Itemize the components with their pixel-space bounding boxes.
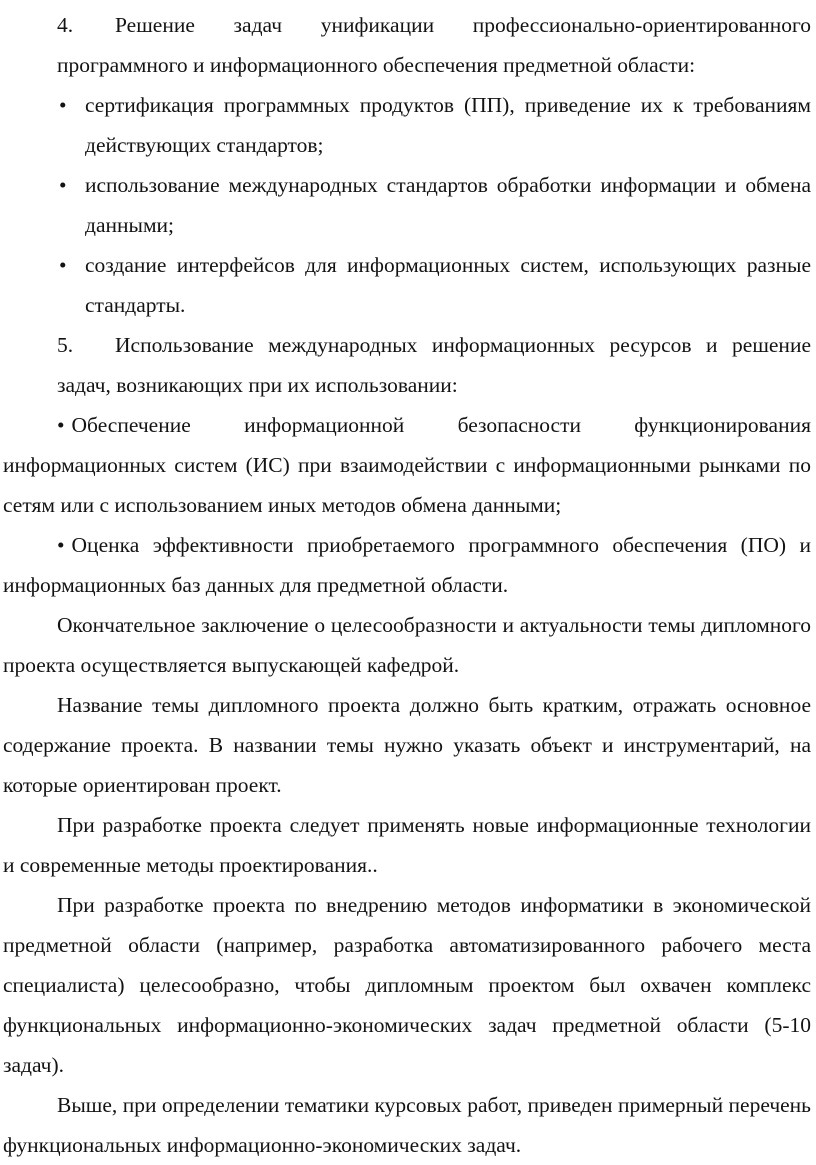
paragraph-text: Название темы дипломного проекта должно быть кратким, отражать основное содержание проекта. В названии темы нужно указать объект и инструментарий, на которые ориентирован проект. bbox=[3, 693, 811, 797]
bullet-paragraph bbox=[3, 405, 811, 525]
bullet-icon: • bbox=[59, 253, 67, 277]
bullet-icon: • bbox=[57, 533, 65, 557]
bullet-icon: • bbox=[59, 93, 67, 117]
bullet-paragraph bbox=[3, 525, 811, 605]
bullet-icon: • bbox=[57, 413, 65, 437]
list-number: 5. bbox=[57, 333, 74, 357]
paragraph-text: При разработке проекта следует применять новые информационные технологии и современные методы проектирования.. bbox=[3, 813, 811, 877]
paragraph-text: При разработке проекта по внедрению методов информатики в экономической предметной области (например, разработка автоматизированного рабочего места специалиста) целесообразно, чтобы дипломным проектом был охвачен комплекс функциональных информационно-экономических задач предметной области (5-10 задач). bbox=[3, 893, 811, 1077]
bullet-list-item bbox=[3, 85, 811, 165]
paragraph-text: Окончательное заключение о целесообразности и актуальности темы дипломного проекта осуществляется выпускающей кафедрой. bbox=[3, 613, 811, 677]
bullet-icon: • bbox=[59, 173, 67, 197]
list-number: 4. bbox=[57, 13, 74, 37]
bullet-list-item bbox=[3, 245, 811, 325]
paragraph-text: Использование международных информационных ресурсов и решение задач, возникающих при их использовании: bbox=[57, 333, 811, 397]
paragraph-text: использование международных стандартов обработки информации и обмена данными; bbox=[85, 173, 811, 237]
numbered-paragraph-4 bbox=[57, 5, 811, 85]
paragraph-text: Оценка эффективности приобретаемого программного обеспечения (ПО) и информационных баз данных для предметной области. bbox=[3, 533, 811, 597]
body-paragraph bbox=[3, 885, 811, 1085]
body-paragraph bbox=[3, 685, 811, 805]
paragraph-text: Выше, при определении тематики курсовых работ, приведен примерный перечень функциональных информационно-экономических задач. bbox=[3, 1093, 811, 1157]
bullet-list-item bbox=[3, 165, 811, 245]
numbered-paragraph-5 bbox=[57, 325, 811, 405]
body-paragraph bbox=[3, 605, 811, 685]
body-paragraph bbox=[3, 805, 811, 885]
paragraph-text: сертификация программных продуктов (ПП), приведение их к требованиям действующих стандартов; bbox=[85, 93, 811, 157]
body-paragraph bbox=[3, 1085, 811, 1165]
paragraph-text: Решение задач унификации профессионально-ориентированного программного и информационного обеспечения предметной области: bbox=[57, 13, 811, 77]
paragraph-text: Обеспечение информационной безопасности функционирования информационных систем (ИС) при взаимодействии с информационными рынками по сетям или с использованием иных методов обмена данными; bbox=[3, 413, 811, 517]
paragraph-text: создание интерфейсов для информационных систем, использующих разные стандарты. bbox=[85, 253, 811, 317]
